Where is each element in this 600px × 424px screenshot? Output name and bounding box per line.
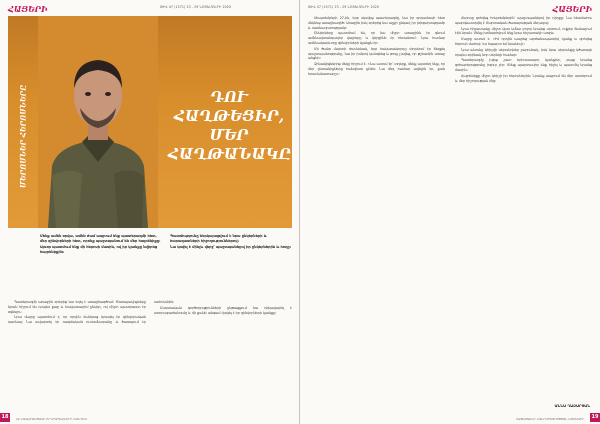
body-paragraph: Մայրը ասում է. «Իմ որդին ապրեց արժանապատիվ կյանք և զոհվեց հերոսի մահով։ Ես հպարտ եմ նրանով»։ bbox=[455, 37, 592, 46]
hero-banner bbox=[8, 16, 292, 228]
right-page bbox=[300, 0, 600, 424]
body-paragraph: Սեպտեմբերի 27-ին, երբ սկսվեց պատերազմը, նա իր զորամասի հետ մեկնեց առաջնագիծ։ Առաջին իսկ օրերից նա աչքի ընկավ իր խիզախությամբ և սառնասրտությամբ։ bbox=[308, 16, 445, 30]
hero-title-line: ՄԵՐ bbox=[209, 126, 249, 144]
hero-title-line: ՀԱՂԹԵՑԻՐ, bbox=[173, 107, 285, 125]
body-paragraph: Նրա հիշատակը միշտ վառ կմնա բոլոր նրանց սրտում, ովքեր ճանաչում էին նրան։ Մենք խոնարհվում ենք նրա հիշատակի առջև։ bbox=[455, 26, 592, 36]
body-paragraph: Պատերազմի առաջին օրերից նա եղել է առաջնագծում։ Ծառայակիցները նրան հիշում են որպես քաջ և հավատարիմ ընկեր, ով միշտ պատրաստ էր օգնելու։ bbox=[8, 300, 146, 314]
hero-side-label: ՄԵՐՈՍՆԵՐ ՀԵՐՈՍՆԵՐԸ bbox=[18, 84, 28, 188]
body-paragraph: Նրա մայրը պատմում է, որ որդին մանկուց երազել էր զինվորական դառնալ։ Նա ավարտել էր ռազմական ուսումնարանը և ծառայում էր սահմանին։ bbox=[8, 300, 175, 325]
issue-info: ԹԻՎ 47 (1571) 23 - 29 ՆՈՅԵՄԲԵՐԻ 2020 bbox=[308, 5, 379, 9]
body-paragraph: Հայրենիքը միշտ կհիշի իր հերոսներին։ Նրանք ապրում են մեր սրտերում և մեր հիշողության մեջ։ bbox=[455, 73, 592, 83]
hero-title-line: ՀԱՂԹԱՆԱԿԸ bbox=[168, 145, 291, 163]
right-article-body bbox=[308, 16, 592, 408]
intro-paragraph: Մենք ամեն օրվա, ամեն ժամ ապրում ենք պատերազմի հետ, մեր զինվորների հետ, որոնք պաշտպանում են մեր հայրենիքը։ bbox=[40, 234, 161, 244]
intro-text bbox=[40, 234, 292, 255]
page-number-right: 19 bbox=[591, 414, 599, 420]
left-article-body bbox=[8, 300, 292, 408]
body-paragraph: Պատերազմը խլեց շատ երիտասարդ կյանքեր, բայց նրանց զոհաբերությունը իզուր չէր։ Մենք պարտավոր ենք հիշել և պատմել նրանց մասին։ bbox=[455, 58, 592, 72]
body-paragraph: Հերոսը զոհվեց հոկտեմբերին՝ պաշտպանելով իր դիրքը։ Նա հետմահու պարգևատրվել է Մարտական ծառայության մեդալով։ bbox=[455, 16, 592, 25]
page-number-left: 18 bbox=[1, 414, 9, 420]
body-paragraph: Նրա անունը կհիշվի սերունդներ շարունակ, իսկ նրա սխրանքը կծառայի որպես օրինակ նոր սերնդի համար։ bbox=[455, 47, 592, 57]
article-author: ԱՆՆԱ ՂԱԶԱՐՅԱՆ bbox=[554, 403, 590, 408]
intro-paragraph: Նա կռվել է մինչև վերջ՝ պաշտպանելով իր ընկերներին և հողը։ bbox=[170, 245, 292, 250]
footer-right: ՀԱՅԱՍՏԱՆԻ ՀԱՆՐԱՊԵՏՈՒԹՅԱՆ ԱՄՍԱԳԻՐ bbox=[515, 417, 584, 421]
issue-info: ԹԻՎ 47 (1571) 23 - 29 ՆՈՅԵՄԲԵՐԻ 2020 bbox=[160, 5, 231, 9]
intro-paragraph: Պատմությունը ներկայացվում է նրա ընկերների և հարազատների հիշողություններով։ bbox=[170, 234, 267, 244]
soldier-portrait bbox=[38, 16, 158, 228]
masthead-logo: ՀԱՅԵՐԻ bbox=[8, 4, 48, 14]
footer-left: 22 ՀԱԶԱՐԱՄՅԱԿԻ ԵՐԿՐԱՊԱՀՆԵՐԻ ՀԱՆԴԵՍ bbox=[16, 417, 87, 421]
body-paragraph: Ընկերները պատմում են, որ նա միշտ առաջինն էր գնում ամենավտանգավոր վայրերը և վերջինն էր հեռանում։ Նրա համար ամենակարևորը զինվորների կյանքն էր։ bbox=[308, 31, 445, 45]
hero-title bbox=[168, 88, 290, 164]
masthead-logo: ՀԱՅԵՐԻ bbox=[552, 4, 592, 14]
intro-paragraph: Այսօր պատմում ենք մի հերոսի մասին, ով իր կյանքը նվիրեց հայրենիքին։ bbox=[40, 245, 158, 255]
hero-title-line: ԴՈՒ bbox=[210, 88, 248, 106]
body-paragraph: Զինակիցներից մեկը հիշում է. «Նա ասում էր՝ տղերք, մենք այստեղ ենք, որ մեր ընտանիքները հանգիստ քնեն։ Նա մեզ համար ավելին էր, քան հրամանատարը»։ bbox=[308, 62, 445, 76]
body-paragraph: Մարտական գործողությունների ընթացքում նա ղեկավարել է ստորաբաժանումը և մի քանի անգամ փրկել է իր զինվորների կյանքը։ bbox=[154, 305, 292, 315]
body-paragraph: Մի ծանր մարտի ժամանակ, երբ հակառակորդը փորձում էր ճեղքել պաշտպանությունը, նա իր խմբով կանգնեց և թույլ չտվեց, որ թշնամին առաջ անցնի։ bbox=[308, 46, 445, 61]
